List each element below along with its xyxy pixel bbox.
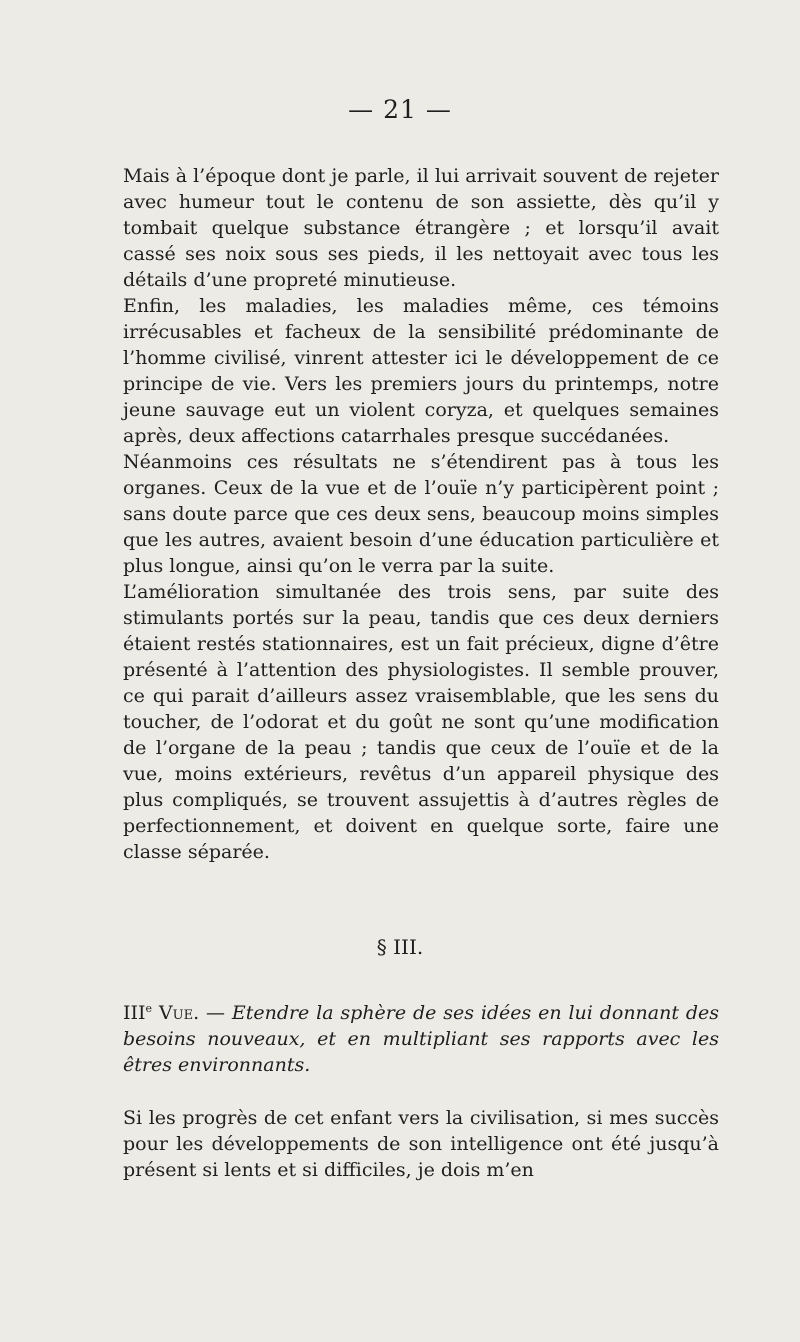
section-numeral-superscript: e xyxy=(145,1002,153,1015)
paragraph-3: Néanmoins ces résultats ne s’étendirent pas à tous les organes. Ceux de la vue et de l’ouïe n’y participèrent point ; sans doute parce que ces deux sens, beaucoup moins simples que les autres, avaient besoin d’une éducation particulière et plus longue, ainsi qu’on le verra par la suite. xyxy=(123,451,719,577)
section-label: Vue. xyxy=(158,1002,200,1024)
section-heading xyxy=(123,1000,719,1078)
final-paragraph-block xyxy=(123,1105,719,1183)
page-number: — 21 — xyxy=(348,95,452,124)
section-title: Etendre la sphère de ses idées en lui donnant des besoins nouveaux, et en multipliant ses rapports avec les êtres environnants. xyxy=(123,1002,719,1076)
section-mark: § III. xyxy=(376,935,424,959)
body-text xyxy=(123,163,719,865)
paragraph-2: Enfin, les maladies, les maladies même, ces témoins irrécusables et facheux de la sensibilité prédominante de l’homme civilisé, vinrent attester ici le développement de ce principe de vie. Vers les premiers jours du printemps, notre jeune sauvage eut un violent coryza, et quelques semaines après, deux affections catarrhales presque succédanées. xyxy=(123,295,719,447)
paragraph-1: Mais à l’époque dont je parle, il lui arrivait souvent de rejeter avec humeur tout le contenu de son assiette, dès qu’il y tombait quelque substance étrangère ; et lorsqu’il avait cassé ses noix sous ses pieds, il les nettoyait avec tous les détails d’une propreté minutieuse. xyxy=(123,165,719,291)
section-dash: — xyxy=(199,1002,232,1024)
paragraph-4: L’amélioration simultanée des trois sens, par suite des stimulants portés sur la peau, tandis que ces deux derniers étaient restés stationnaires, est un fait précieux, digne d’être présenté à l’attention des physiologistes. Il semble prouver, ce qui parait d’ailleurs assez vraisemblable, que les sens du toucher, de l’odorat et du goût ne sont qu’une modification de l’organe de la peau ; tandis que ceux de l’ouïe et de la vue, moins extérieurs, revêtus d’un appareil physique des plus compliqués, se trouvent assujettis à d’autres règles de perfectionnement, et doivent en quelque sorte, faire une classe séparée. xyxy=(123,581,719,863)
section-numeral: III xyxy=(123,1002,146,1024)
final-paragraph: Si les progrès de cet enfant vers la civilisation, si mes succès pour les développements de son intelligence ont été jusqu’à présent si lents et si difficiles, je dois m’en xyxy=(123,1107,719,1181)
